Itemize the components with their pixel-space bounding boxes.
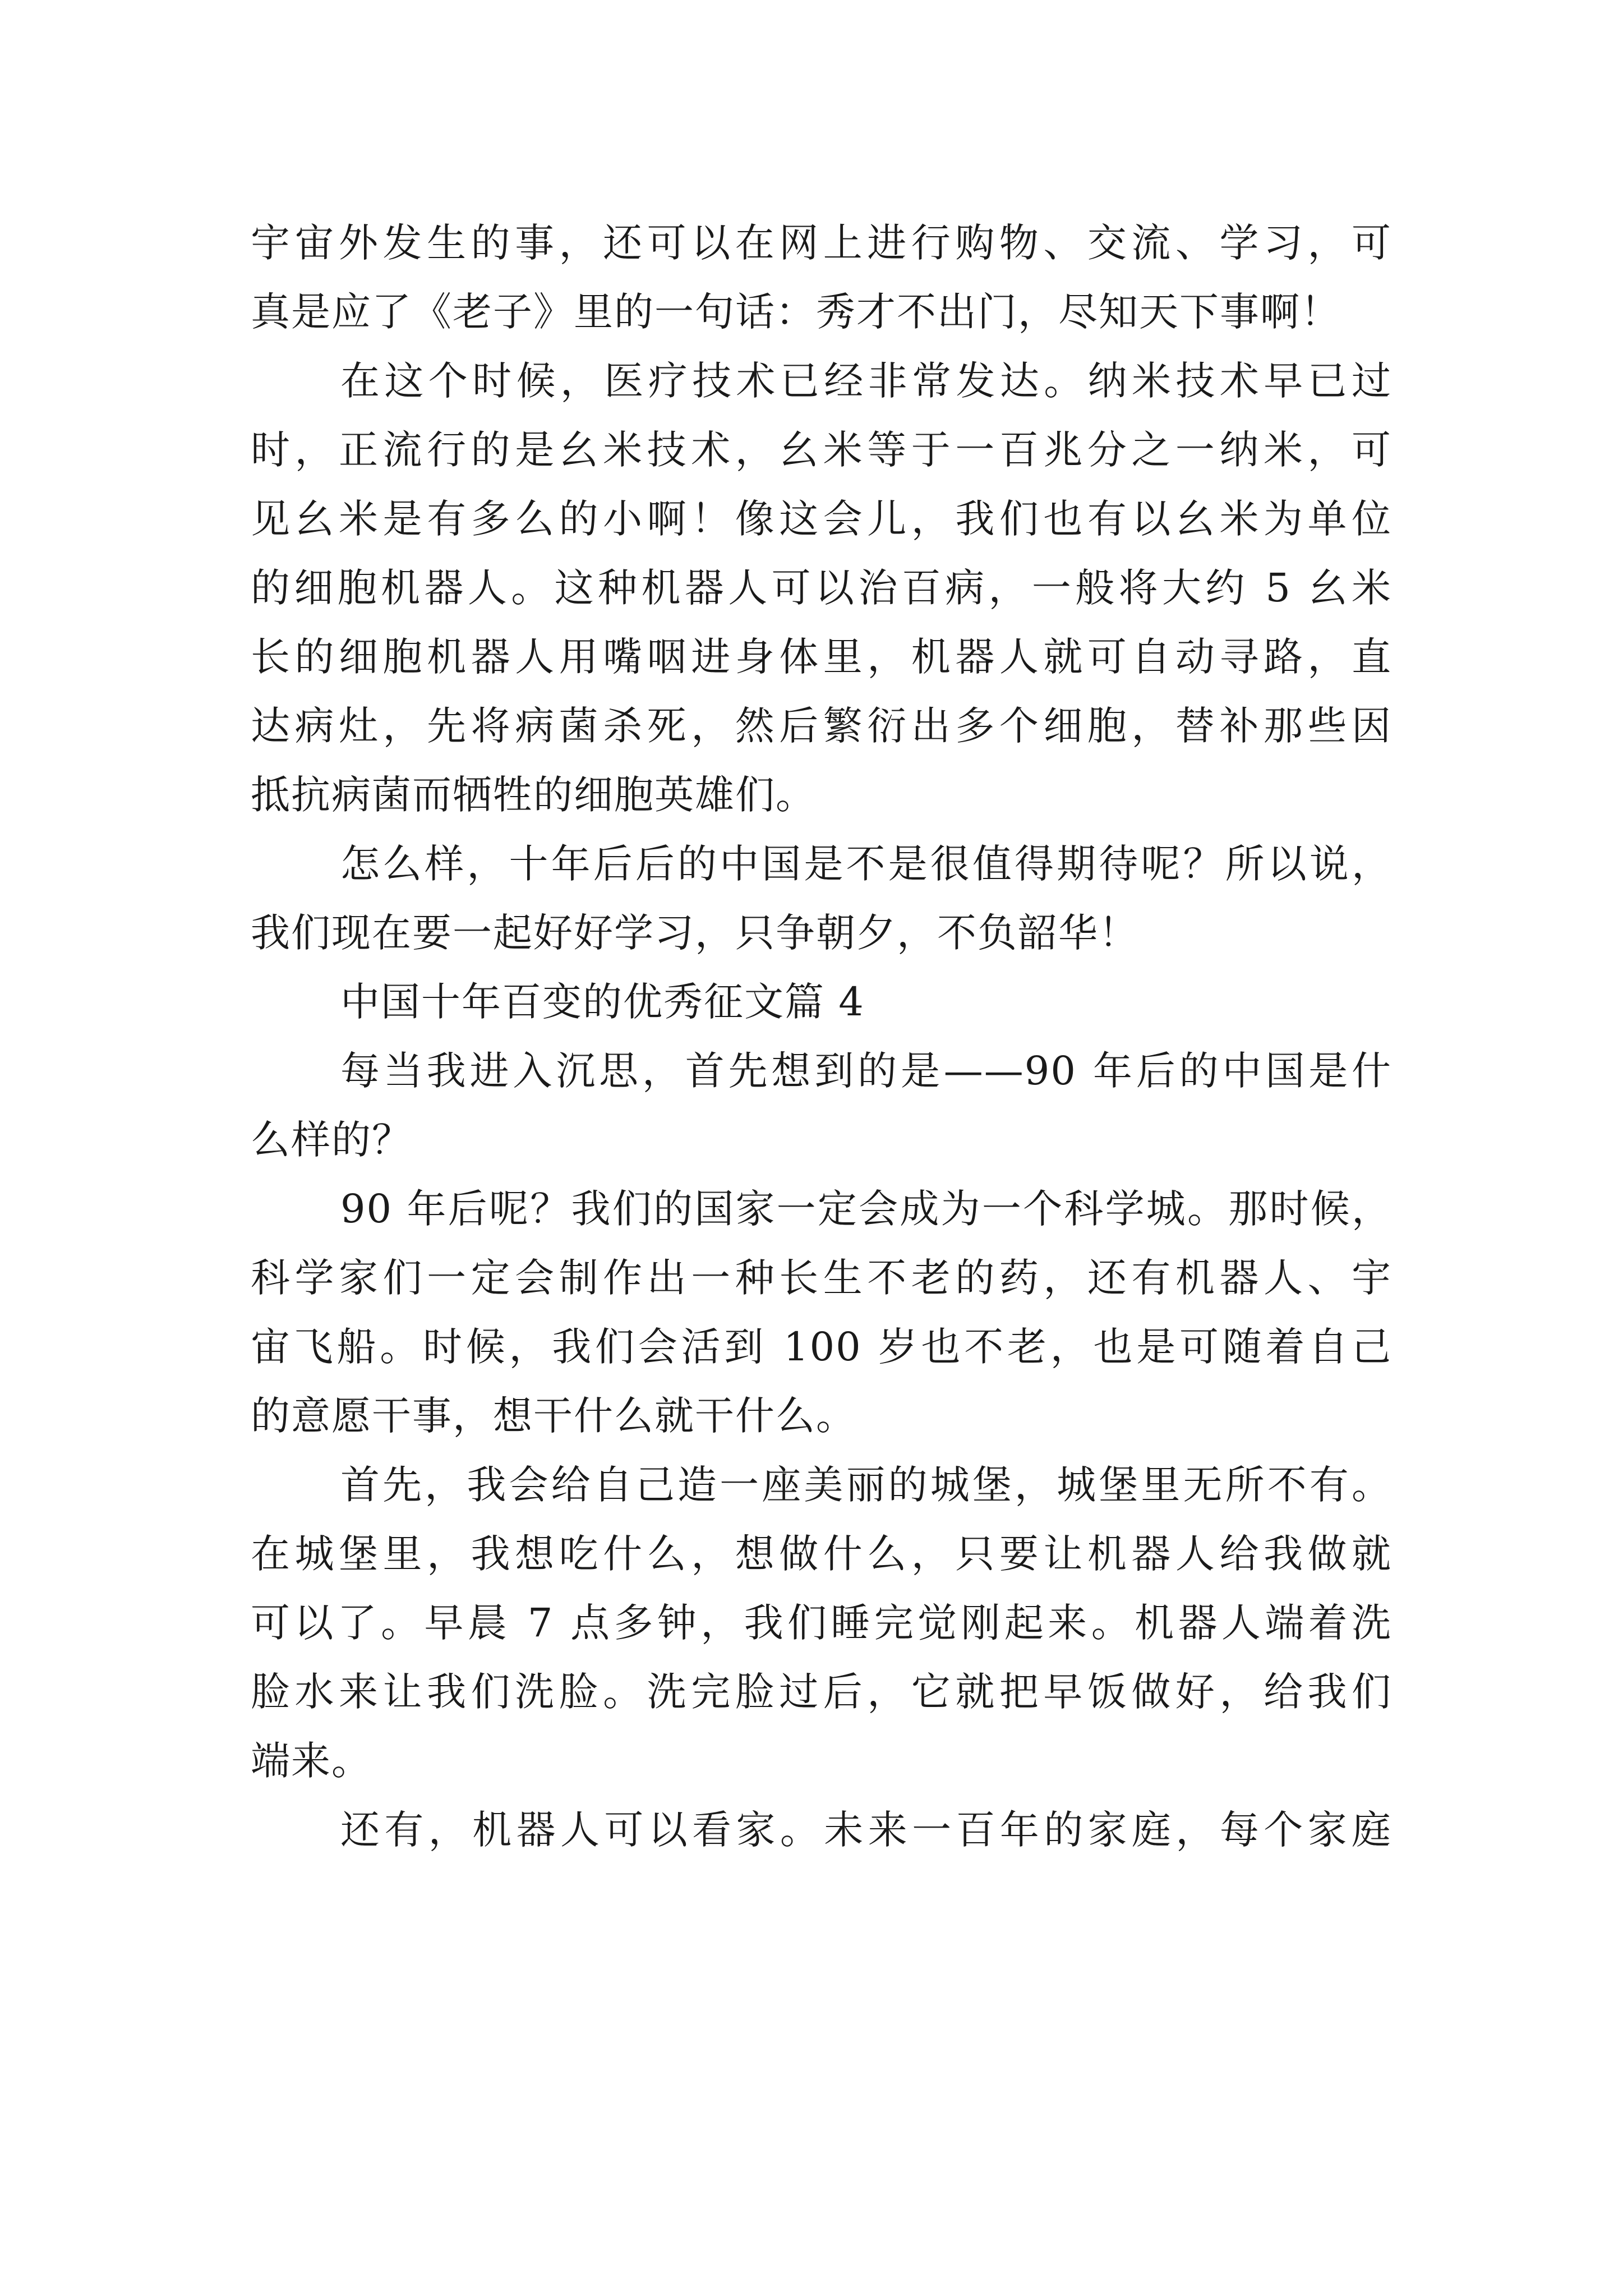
text-line: 达病灶，先将病菌杀死，然后繁衍出多个细胞，替补那些因 <box>251 703 1392 749</box>
text-line: 首先，我会给自己造一座美丽的城堡，城堡里无所不有。 <box>340 1462 1392 1508</box>
text-line: 么样的？ <box>251 1117 412 1163</box>
text-line: 宇宙外发生的事，还可以在网上进行购物、交流、学习，可 <box>251 220 1392 266</box>
text-line: 端来。 <box>251 1738 372 1784</box>
text-line: 抵抗病菌而牺牲的细胞英雄们。 <box>251 772 816 818</box>
text-line: 每当我进入沉思，首先想到的是——90 年后的中国是什 <box>340 1048 1392 1094</box>
text-line: 见幺米是有多么的小啊！像这会儿，我们也有以幺米为单位 <box>251 496 1392 542</box>
text-line: 脸水来让我们洗脸。洗完脸过后，它就把早饭做好，给我们 <box>251 1669 1392 1715</box>
document-body <box>251 209 1392 1865</box>
section-heading: 中国十年百变的优秀征文篇 4 <box>340 979 865 1025</box>
text-line: 我们现在要一起好好学习，只争朝夕，不负韶华！ <box>251 910 1139 956</box>
text-line: 的意愿干事，想干什么就干什么。 <box>251 1393 856 1439</box>
text-line: 的细胞机器人。这种机器人可以治百病，一般将大约 5 幺米 <box>251 565 1392 611</box>
text-line: 还有，机器人可以看家。未来一百年的家庭，每个家庭 <box>340 1807 1392 1853</box>
text-line: 长的细胞机器人用嘴咽进身体里，机器人就可自动寻路，直 <box>251 634 1392 680</box>
text-line: 时，正流行的是幺米技术，幺米等于一百兆分之一纳米，可 <box>251 427 1392 473</box>
text-line: 科学家们一定会制作出一种长生不老的药，还有机器人、宇 <box>251 1255 1392 1301</box>
text-line: 怎么样，十年后后的中国是不是很值得期待呢？所以说， <box>340 841 1392 887</box>
text-line: 宙飞船。时候，我们会活到 100 岁也不老，也是可随着自己 <box>251 1324 1392 1370</box>
text-line: 90 年后呢？我们的国家一定会成为一个科学城。那时候， <box>340 1186 1392 1232</box>
text-line: 真是应了《老子》里的一句话：秀才不出门，尽知天下事啊！ <box>251 289 1341 335</box>
text-line: 在这个时候，医疗技术已经非常发达。纳米技术早已过 <box>340 358 1392 404</box>
text-line: 在城堡里，我想吃什么，想做什么，只要让机器人给我做就 <box>251 1531 1392 1577</box>
text-line: 可以了。早晨 7 点多钟，我们睡完觉刚起来。机器人端着洗 <box>251 1600 1392 1646</box>
